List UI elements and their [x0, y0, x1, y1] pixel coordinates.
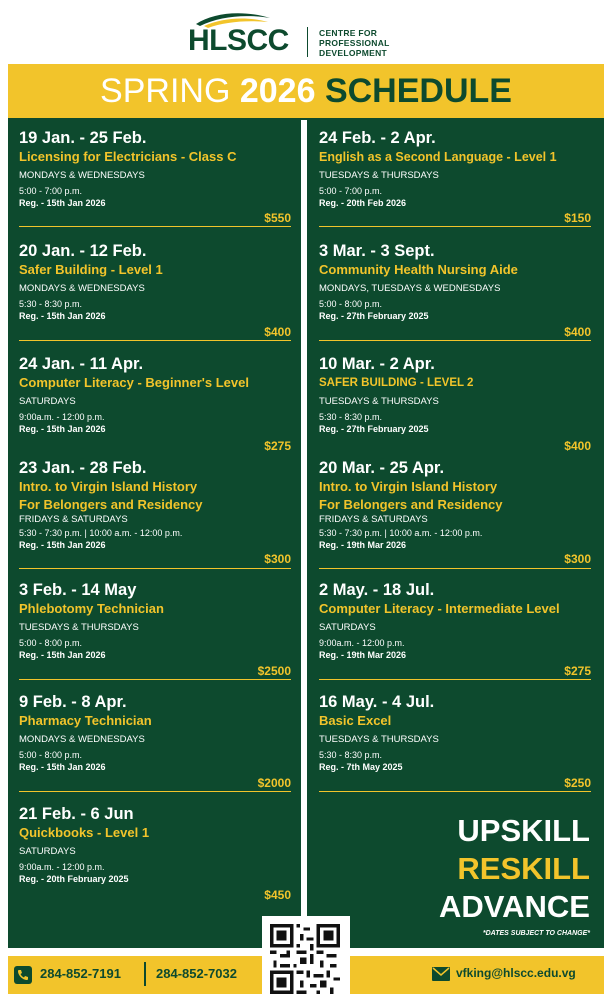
- course-title-line2: For Belongers and Residency: [19, 497, 203, 512]
- title-year: 2026: [239, 72, 316, 110]
- course-price: $275: [564, 664, 591, 678]
- phone-icon: [14, 966, 32, 984]
- course-price: $450: [264, 888, 291, 902]
- course-title: Basic Excel: [319, 713, 392, 728]
- course-price: $550: [264, 211, 291, 225]
- course-divider: [19, 679, 291, 680]
- logo-divider: [307, 27, 308, 57]
- course-title: Quickbooks - Level 1: [19, 825, 150, 840]
- course-divider: [319, 791, 591, 792]
- email-icon: [432, 967, 450, 981]
- course-card: [319, 128, 591, 228]
- dates-disclaimer: *DATES SUBJECT TO CHANGE*: [482, 930, 590, 937]
- logo-subtitle-line: PROFESSIONAL: [319, 38, 390, 48]
- qr-code-frame: [262, 916, 350, 1000]
- course-days: TUESDAYS & THURSDAYS: [319, 396, 439, 407]
- course-title: Pharmacy Technician: [19, 713, 152, 728]
- course-registration: Reg. - 7th May 2025: [319, 762, 403, 772]
- course-card: [19, 580, 291, 680]
- course-dates: 23 Jan. - 28 Feb.: [19, 459, 147, 477]
- course-time: 5:30 - 7:30 p.m. | 10:00 a.m. - 12:00 p.m.: [19, 528, 183, 538]
- course-card: [319, 692, 591, 792]
- course-divider: [319, 340, 591, 341]
- course-divider: [19, 226, 291, 227]
- course-time: 5:30 - 8:30 p.m.: [19, 299, 83, 309]
- course-days: SATURDAYS: [19, 846, 76, 857]
- course-price: $400: [264, 325, 291, 339]
- course-registration: Reg. - 27th February 2025: [319, 311, 429, 321]
- course-registration: Reg. - 15th Jan 2026: [19, 198, 106, 208]
- logo-subtitle-line: DEVELOPMENT: [319, 48, 388, 58]
- course-dates: 3 Mar. - 3 Sept.: [319, 242, 435, 260]
- course-registration: Reg. - 15th Jan 2026: [19, 762, 106, 772]
- course-divider: [19, 791, 291, 792]
- course-days: MONDAYS & WEDNESDAYS: [19, 734, 145, 745]
- course-dates: 19 Jan. - 25 Feb.: [19, 129, 147, 147]
- course-title: Computer Literacy - Beginner's Level: [19, 375, 249, 390]
- course-time: 9:00a.m. - 12:00 p.m.: [19, 412, 105, 422]
- course-card: [319, 458, 591, 568]
- course-registration: Reg. - 15th Jan 2026: [19, 424, 106, 434]
- title-banner: [8, 64, 604, 118]
- course-registration: Reg. - 19th Mar 2026: [319, 540, 407, 550]
- course-days: TUESDAYS & THURSDAYS: [19, 622, 139, 633]
- course-title: Licensing for Electricians - Class C: [19, 149, 237, 164]
- course-card: [19, 458, 291, 568]
- title-schedule: SCHEDULE: [324, 72, 512, 110]
- course-divider: [319, 568, 591, 569]
- course-dates: 20 Mar. - 25 Apr.: [319, 459, 445, 477]
- course-days: SATURDAYS: [319, 622, 376, 633]
- course-card: [19, 692, 291, 792]
- course-dates: 24 Jan. - 11 Apr.: [19, 355, 144, 373]
- column-divider: [301, 120, 307, 946]
- course-divider: [319, 226, 591, 227]
- logo-subtitle: [319, 28, 390, 58]
- course-dates: 3 Feb. - 14 May: [19, 581, 137, 599]
- course-days: MONDAYS & WEDNESDAYS: [19, 170, 145, 181]
- course-price: $400: [564, 439, 591, 453]
- course-time: 5:00 - 7:00 p.m.: [319, 186, 383, 196]
- course-days: MONDAYS, TUESDAYS & WEDNESDAYS: [319, 283, 501, 294]
- footer-separator: [144, 962, 146, 986]
- course-price: $150: [564, 211, 591, 225]
- phone-number-secondary[interactable]: 284-852-7032: [156, 966, 237, 981]
- course-price: $250: [564, 776, 591, 790]
- course-days: TUESDAYS & THURSDAYS: [319, 170, 439, 181]
- course-price: $400: [564, 325, 591, 339]
- course-card: [19, 354, 291, 454]
- course-days: MONDAYS & WEDNESDAYS: [19, 283, 145, 294]
- slogan: [380, 812, 590, 926]
- course-title-line1: Intro. to Virgin Island History: [319, 479, 498, 494]
- course-registration: Reg. - 19th Mar 2026: [319, 650, 407, 660]
- course-card: [19, 241, 291, 341]
- course-time: 5:30 - 7:30 p.m. | 10:00 a.m. - 12:00 p.m.: [319, 528, 483, 538]
- course-days: TUESDAYS & THURSDAYS: [319, 734, 439, 745]
- course-price: $300: [564, 552, 591, 566]
- course-time: 9:00a.m. - 12:00 p.m.: [319, 638, 405, 648]
- course-price: $275: [264, 439, 291, 453]
- course-time: 5:00 - 7:00 p.m.: [19, 186, 83, 196]
- course-divider: [19, 568, 291, 569]
- course-time: 5:30 - 8:30 p.m.: [319, 412, 383, 422]
- course-time: 9:00a.m. - 12:00 p.m.: [19, 862, 105, 872]
- course-title: English as a Second Language - Level 1: [319, 150, 557, 164]
- slogan-upskill: UPSKILL: [457, 813, 590, 848]
- qr-code-icon[interactable]: [270, 924, 340, 994]
- course-days: FRIDAYS & SATURDAYS: [319, 514, 428, 525]
- course-registration: Reg. - 20th February 2025: [19, 874, 129, 884]
- course-dates: 20 Jan. - 12 Feb.: [19, 242, 147, 260]
- course-registration: Reg. - 15th Jan 2026: [19, 540, 106, 550]
- course-dates: 24 Feb. - 2 Apr.: [319, 129, 436, 147]
- course-dates: 21 Feb. - 6 Jun: [19, 805, 134, 823]
- phone-number-primary[interactable]: 284-852-7191: [40, 966, 121, 981]
- course-divider: [19, 340, 291, 341]
- course-divider: [319, 679, 591, 680]
- course-price: $2500: [257, 664, 291, 678]
- email-address[interactable]: vfking@hlscc.edu.vg: [456, 966, 576, 980]
- course-registration: Reg. - 15th Jan 2026: [19, 650, 106, 660]
- course-card: [19, 804, 291, 904]
- course-card: [319, 580, 591, 680]
- course-dates: 2 May. - 18 Jul.: [319, 581, 435, 599]
- logo-subtitle-line: CENTRE FOR: [319, 28, 378, 38]
- logo-wordmark: HLSCC: [188, 24, 289, 57]
- course-title-line1: Intro. to Virgin Island History: [19, 479, 198, 494]
- course-title: Phlebotomy Technician: [19, 601, 164, 616]
- course-registration: Reg. - 27th February 2025: [319, 424, 429, 434]
- course-registration: Reg. - 20th Feb 2026: [319, 198, 407, 208]
- slogan-advance: ADVANCE: [439, 889, 590, 924]
- course-title: Safer Building - Level 1: [19, 262, 163, 277]
- course-card: [319, 241, 591, 341]
- course-price: $2000: [257, 776, 291, 790]
- course-dates: 16 May. - 4 Jul.: [319, 693, 435, 711]
- course-card: [319, 354, 591, 454]
- course-time: 5:00 - 8:00 p.m.: [19, 638, 83, 648]
- course-time: 5:30 - 8:30 p.m.: [319, 750, 383, 760]
- course-card: [19, 128, 291, 228]
- page-title: [8, 72, 604, 110]
- course-title: Computer Literacy - Intermediate Level: [319, 601, 560, 616]
- header: [0, 0, 612, 64]
- course-time: 5:00 - 8:00 p.m.: [319, 299, 383, 309]
- course-days: FRIDAYS & SATURDAYS: [19, 514, 128, 525]
- course-dates: 9 Feb. - 8 Apr.: [19, 693, 127, 711]
- slogan-reskill: RESKILL: [457, 851, 590, 886]
- course-title: Community Health Nursing Aide: [319, 262, 518, 277]
- title-spring: SPRING: [100, 72, 231, 110]
- course-time: 5:00 - 8:00 p.m.: [19, 750, 83, 760]
- course-title: SAFER BUILDING - LEVEL 2: [319, 377, 474, 389]
- course-title-line2: For Belongers and Residency: [319, 497, 503, 512]
- course-registration: Reg. - 15th Jan 2026: [19, 311, 106, 321]
- course-days: SATURDAYS: [19, 396, 76, 407]
- course-price: $300: [264, 552, 291, 566]
- course-dates: 10 Mar. - 2 Apr.: [319, 355, 435, 373]
